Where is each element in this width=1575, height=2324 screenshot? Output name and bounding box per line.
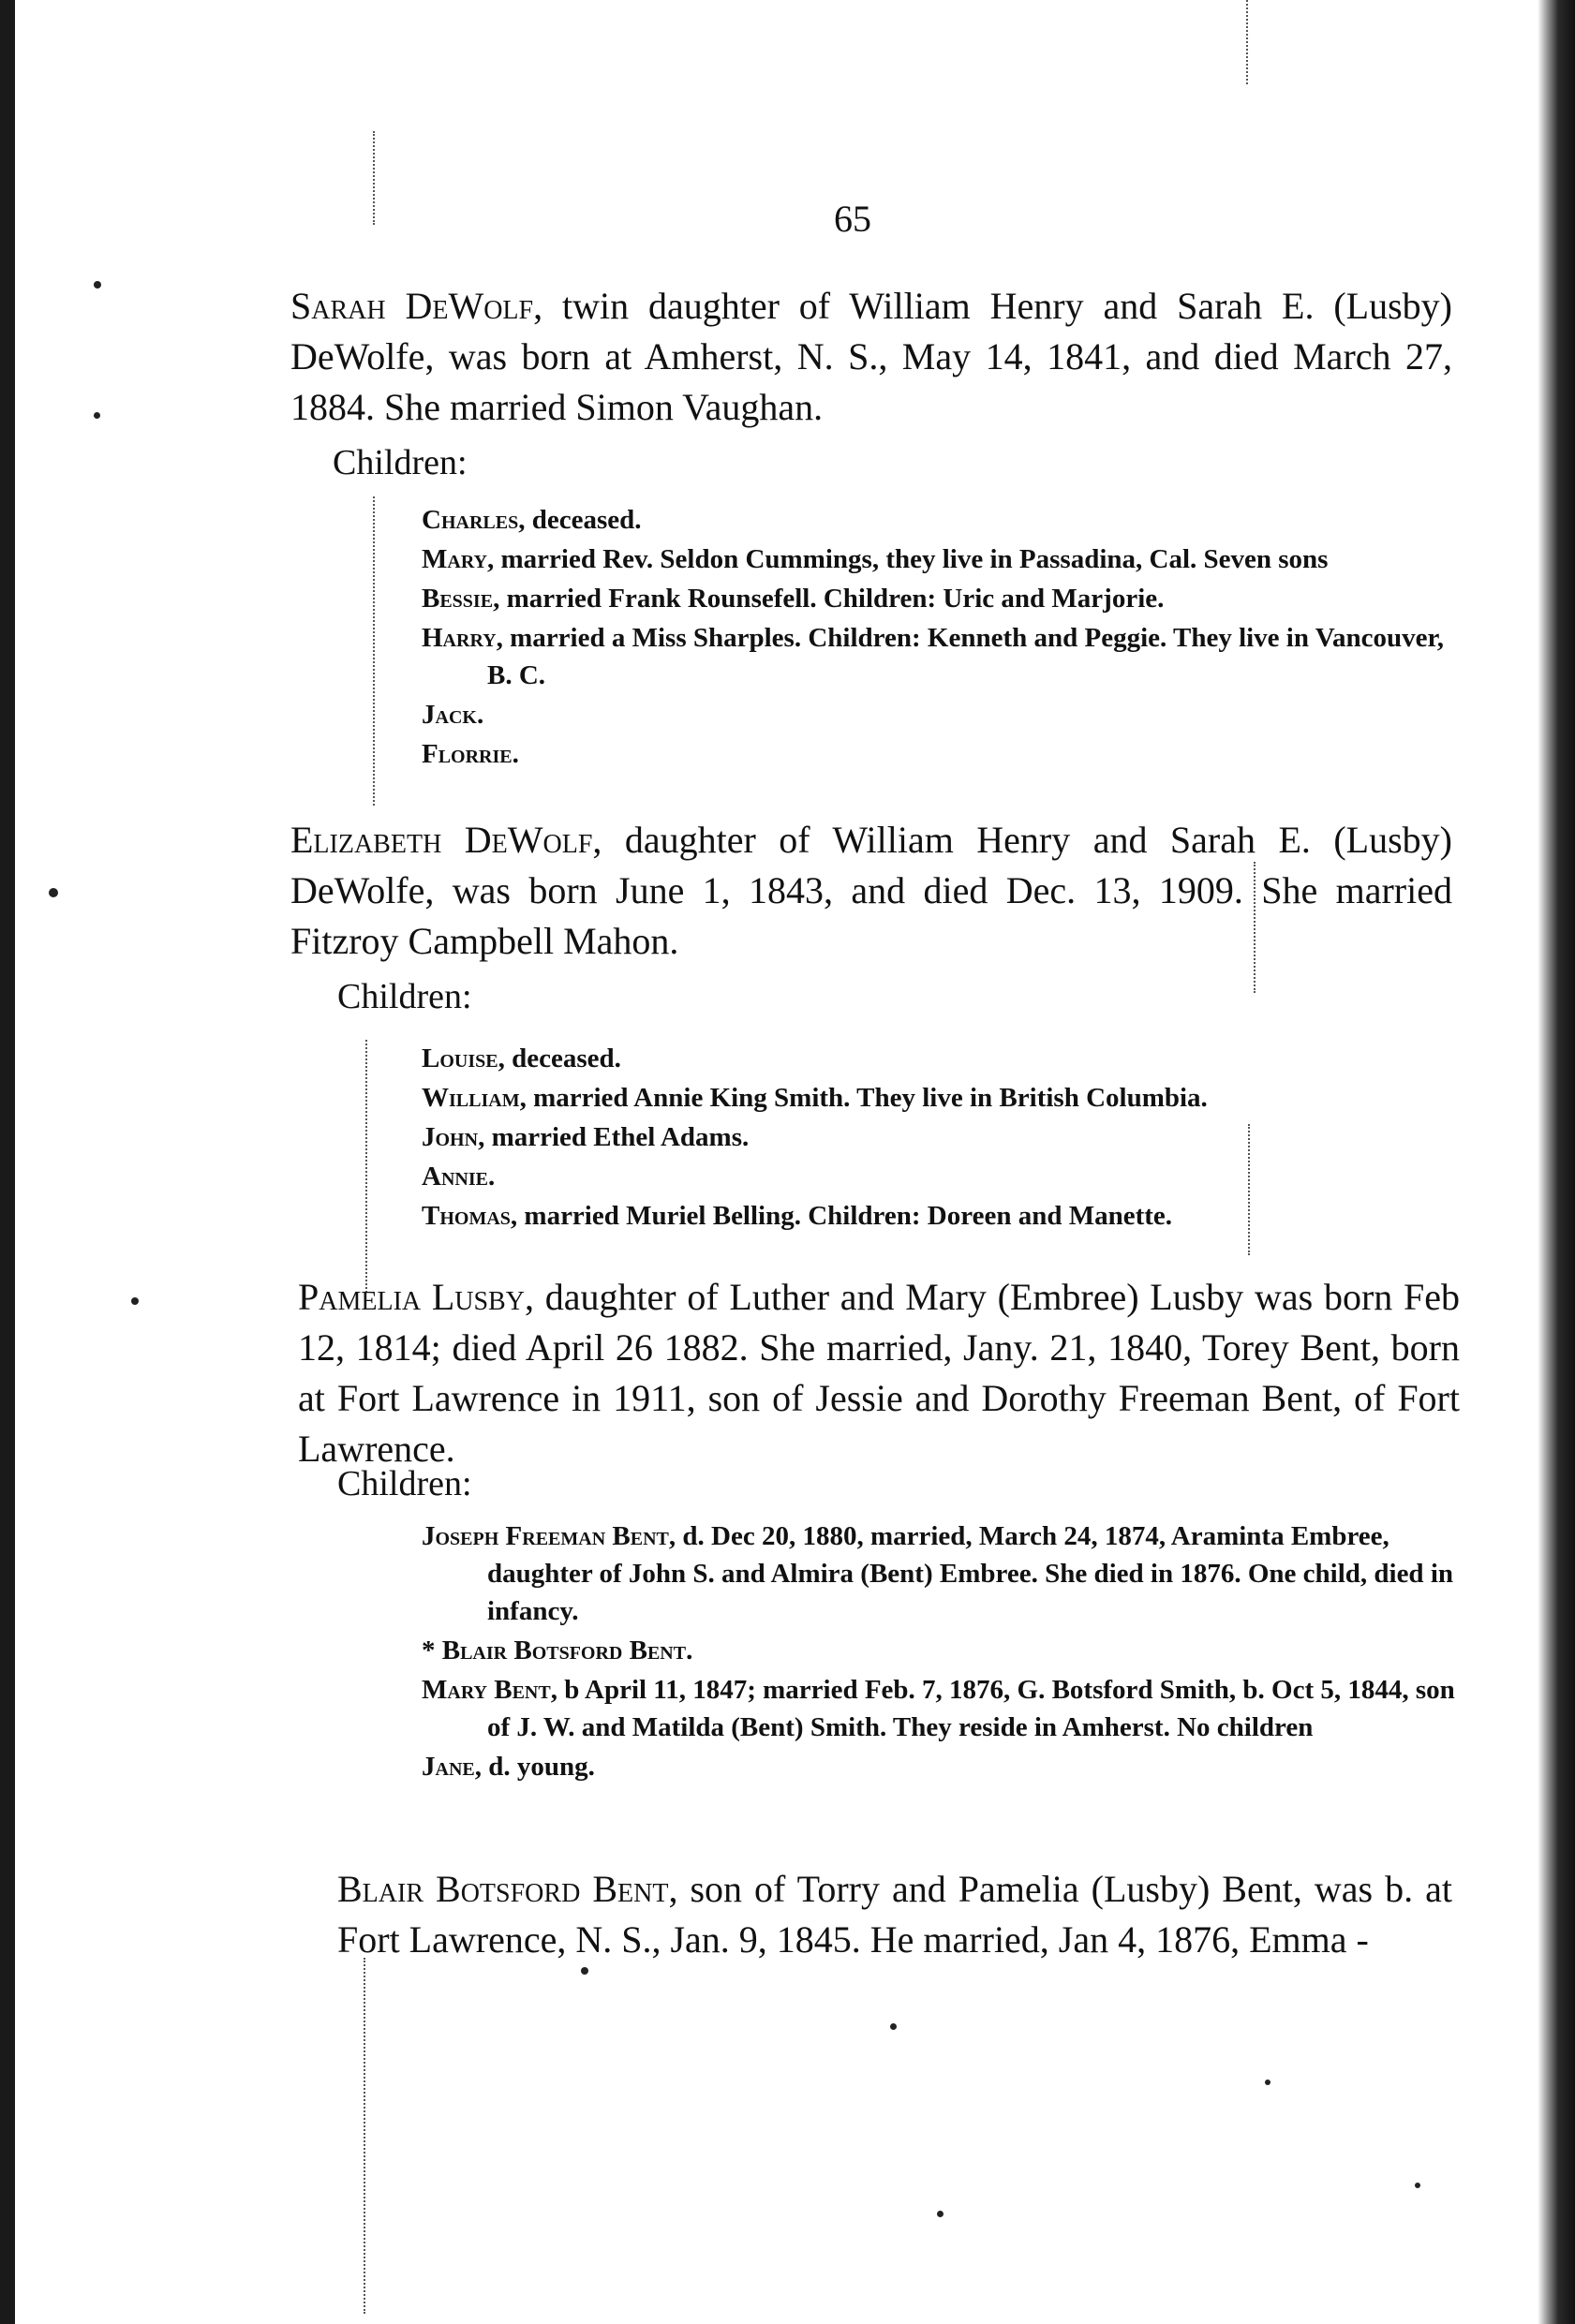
entry-text: , son of Torry and Pamelia (Lusby) Bent, was b. at Fort Lawrence, N. S., Jan. 9, 1845. He married, Jan 4, 1876, Emma -: [337, 1868, 1452, 1961]
entry-name: Blair Botsford Bent: [337, 1868, 669, 1910]
children-list: [422, 501, 1462, 775]
child-name: Harry: [422, 623, 497, 653]
child-text: , married Muriel Belling. Children: Doreen and Manette.: [510, 1201, 1173, 1231]
scan-speck: [94, 281, 101, 289]
list-item: [422, 1079, 1462, 1117]
children-list: [422, 1040, 1462, 1236]
child-text: , married Annie King Smith. They live in British Columbia.: [519, 1083, 1208, 1113]
child-text: .: [512, 739, 519, 769]
entry-elizabeth-dewolf: [290, 815, 1452, 967]
child-name: John: [422, 1122, 479, 1152]
child-text: , deceased.: [518, 505, 642, 535]
child-text: .: [476, 700, 484, 730]
scan-speck: [49, 888, 58, 897]
child-name: Jane: [422, 1752, 475, 1782]
scan-artifact-rule: [373, 131, 377, 225]
list-item: [422, 1158, 1462, 1195]
child-text: , married Frank Rounsefell. Children: Uric and Marjorie.: [493, 584, 1165, 614]
scan-artifact-rule: [364, 1958, 367, 2314]
scan-artifact-rule: [365, 1040, 369, 1293]
child-text: , d. Dec 20, 1880, married, March 24, 1874, Araminta Embree, daughter of John S. and Almira (Bent) Embree. She died in 1876. One child, died in infancy.: [487, 1521, 1454, 1626]
child-name: Florrie: [422, 739, 513, 769]
child-name: Jack: [422, 700, 477, 730]
entry-name: Elizabeth DeWolf: [290, 819, 593, 861]
entry-text: , daughter of Luther and Mary (Embree) Lusby was born Feb 12, 1814; died April 26 1882. She married, Jany. 21, 1840, Torey Bent, born at Fort Lawrence in 1911, son of Jessie and Dorothy Freeman Bent, of Fort Lawrence.: [298, 1276, 1460, 1470]
child-text: .: [686, 1636, 693, 1665]
list-item: [422, 1517, 1462, 1630]
child-text: .: [487, 1162, 496, 1192]
child-name: Charles: [422, 505, 519, 535]
child-text: , married Ethel Adams.: [478, 1122, 750, 1152]
list-item: [422, 735, 1462, 773]
child-name: Joseph Freeman Bent: [422, 1521, 669, 1551]
child-name: Thomas: [422, 1201, 511, 1231]
child-name: Bessie: [422, 584, 494, 614]
children-heading: Children:: [337, 977, 472, 1016]
entry-name: Pamelia Lusby: [298, 1276, 525, 1318]
list-item: [422, 540, 1462, 578]
scan-speck: [131, 1297, 139, 1305]
scan-speck: [1265, 2080, 1270, 2085]
list-item: [422, 580, 1462, 617]
scan-right-edge: [1538, 0, 1575, 2324]
list-item: [422, 1671, 1462, 1746]
child-text: , b April 11, 1847; married Feb. 7, 1876, G. Botsford Smith, b. Oct 5, 1844, son of J. W. and Matilda (Bent) Smith. They reside in Amherst. No children: [487, 1675, 1455, 1742]
entry-blair-botsford-bent: [337, 1864, 1452, 1965]
child-name: Mary Bent: [422, 1675, 551, 1705]
page-number: 65: [834, 198, 871, 240]
list-item: [422, 1197, 1462, 1235]
child-text: , married a Miss Sharples. Children: Kenneth and Peggie. They live in Vancouver, B. C.: [487, 623, 1444, 690]
entry-sarah-dewolf: [290, 281, 1452, 433]
entry-name: Sarah DeWolf: [290, 285, 534, 327]
scan-artifact-rule: [1246, 0, 1250, 84]
child-name: * Blair Botsford Bent: [422, 1636, 687, 1665]
scan-speck: [890, 2023, 897, 2030]
scan-speck: [937, 2211, 944, 2217]
child-name: Annie: [422, 1162, 488, 1192]
scan-artifact-rule: [373, 496, 377, 806]
scan-speck: [581, 1967, 588, 1975]
child-name: William: [422, 1083, 520, 1113]
child-name: Mary: [422, 544, 487, 574]
scan-speck: [94, 412, 100, 419]
list-item: [422, 1118, 1462, 1156]
list-item: [422, 1632, 1462, 1669]
child-text: , d. young.: [474, 1752, 595, 1782]
child-text: , deceased.: [498, 1044, 621, 1073]
entry-text: , daughter of William Henry and Sarah E. (Lusby) DeWolfe, was born June 1, 1843, and died Dec. 13, 1909. She married Fitzroy Campbell Mahon.: [290, 819, 1453, 962]
list-item: [422, 1040, 1462, 1077]
children-list: [422, 1517, 1462, 1787]
children-heading: Children:: [333, 443, 468, 482]
children-heading: Children:: [337, 1464, 472, 1503]
child-text: , married Rev. Seldon Cummings, they live in Passadina, Cal. Seven sons: [487, 544, 1329, 574]
entry-text: , twin daughter of William Henry and Sarah E. (Lusby) DeWolfe, was born at Amherst, N. S., May 14, 1841, and died March 27, 1884. She married Simon Vaughan.: [290, 285, 1452, 428]
list-item: [422, 696, 1462, 733]
scan-left-edge: [0, 0, 15, 2324]
scan-speck: [1415, 2183, 1420, 2188]
entry-pamelia-lusby: [298, 1272, 1460, 1474]
list-item: [422, 619, 1462, 694]
list-item: [422, 1748, 1462, 1785]
list-item: [422, 501, 1462, 539]
child-name: Louise: [422, 1044, 498, 1073]
